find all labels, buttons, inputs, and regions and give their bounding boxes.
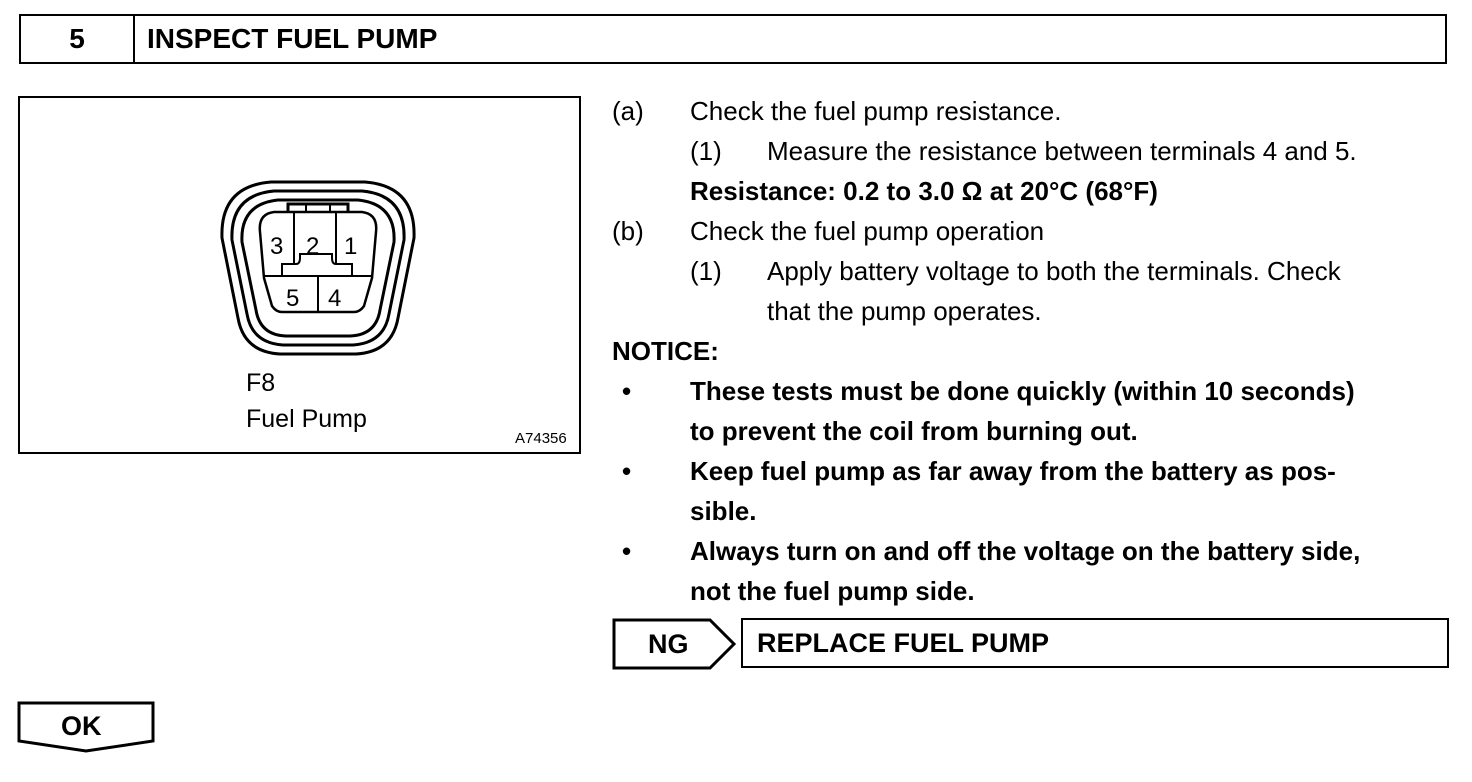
ng-action: REPLACE FUEL PUMP: [741, 618, 1449, 668]
notice-item-1-line2: to prevent the coil from burning out.: [690, 416, 1138, 446]
notice-item-2-line2: sible.: [690, 496, 757, 526]
notice-bullet: •: [622, 456, 632, 486]
step-a1-text: Measure the resistance between terminals 4 and 5.: [767, 136, 1357, 166]
step-header: [19, 14, 1447, 64]
step-b1-text-line2: that the pump operates.: [767, 296, 1042, 326]
step-b1-text-line1: Apply battery voltage to both the terminals. Check: [767, 256, 1341, 286]
terminal-4-label: 4: [328, 285, 342, 312]
terminal-1-label: 1: [344, 233, 358, 260]
connector-id: F8: [246, 369, 276, 397]
step-b-marker: (b): [612, 216, 644, 246]
connector-inner-shell: [242, 200, 394, 336]
illustration-code: A74356: [515, 430, 567, 447]
step-number: 5: [21, 16, 135, 62]
ok-arrow-box: [17, 701, 157, 753]
notice-item-3-line1: Always turn on and off the voltage on the battery side,: [690, 536, 1361, 566]
resistance-spec: Resistance: 0.2 to 3.0 Ω at 20°C (68°F): [690, 176, 1158, 206]
step-a-marker: (a): [612, 96, 644, 126]
ok-label: OK: [61, 711, 102, 741]
step-title: INSPECT FUEL PUMP: [147, 23, 438, 54]
connector-diagram: [216, 178, 420, 358]
terminal-2-label: 2: [306, 233, 320, 260]
notice-heading: NOTICE:: [612, 336, 719, 366]
ng-arrow-box: [612, 618, 738, 670]
notice-item-2-line1: Keep fuel pump as far away from the battery as pos-: [690, 456, 1336, 486]
connector-name: Fuel Pump: [246, 405, 367, 433]
step-b1-marker: (1): [690, 256, 722, 286]
connector-middle-shell: [232, 191, 404, 345]
step-a-text: Check the fuel pump resistance.: [690, 96, 1062, 126]
terminal-3-label: 3: [270, 233, 284, 260]
notice-bullet: •: [622, 536, 632, 566]
notice-bullet: •: [622, 376, 632, 406]
ng-label: NG: [648, 629, 689, 659]
step-a1-marker: (1): [690, 136, 722, 166]
terminal-5-label: 5: [286, 285, 300, 312]
notice-item-1-line1: These tests must be done quickly (within 10 seconds): [690, 376, 1355, 406]
notice-item-3-line2: not the fuel pump side.: [690, 576, 975, 606]
step-b-text: Check the fuel pump operation: [690, 216, 1045, 246]
